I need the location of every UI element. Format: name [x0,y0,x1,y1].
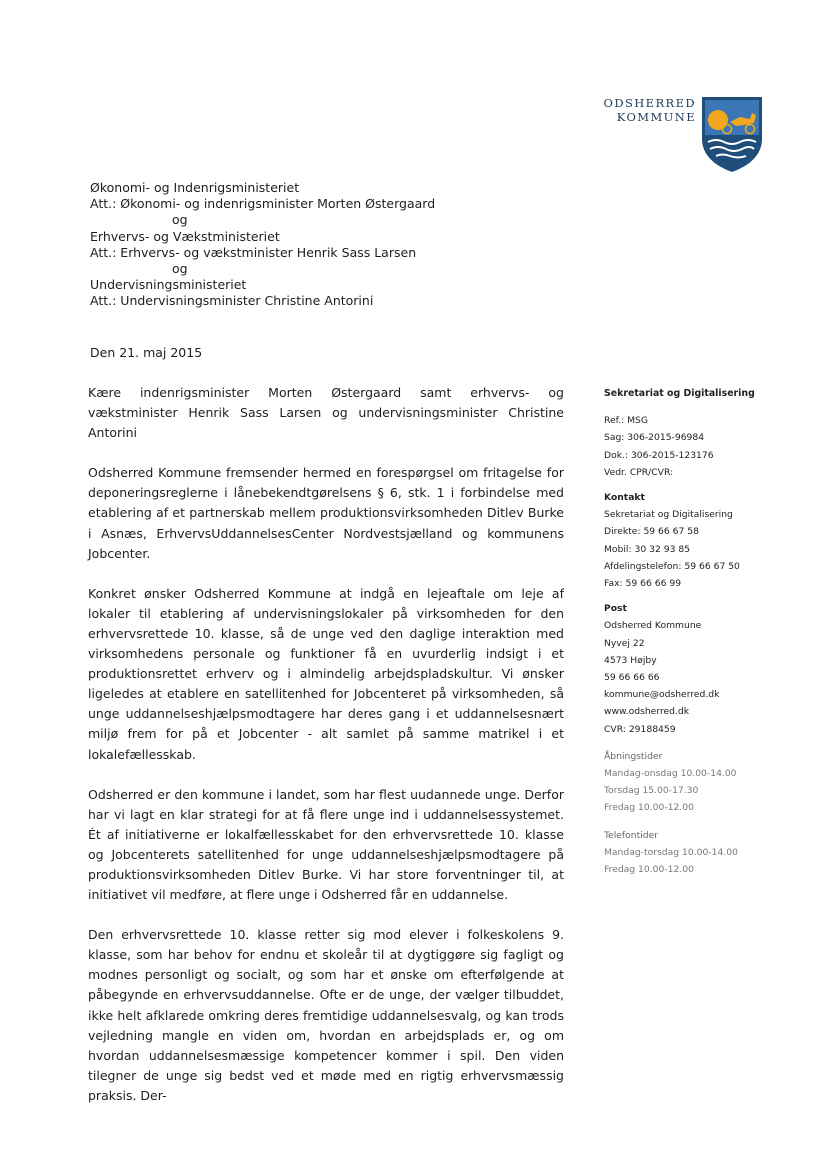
letter-date: Den 21. maj 2015 [90,345,203,360]
post-line: 59 66 66 66 [604,672,660,684]
body-paragraph: Odsherred er den kommune i landet, som har flest uudannede unge. Derfor har vi lagt en klar strategi for at få flere unge ind i uddannelsessystemet. Ét af initiativerne er lokalfællesskabet for den erhvervsrettede 10. klasse og Jobcenterets satellitenhed for unge uddannelseshjælpsmodtagere på produktionsvirksomheden Ditlev Burke. Vi har store forventninger til, at initiativet vil medføre, at flere unge i Odsherred får en uddannelse. [88,786,564,903]
contact-line: Sekretariat og Digitalisering [604,509,733,521]
addressee-line: Erhvervs- og Vækstministeriet [90,228,280,244]
post-line: Odsherred Kommune [604,620,702,632]
letter-body [88,383,564,1126]
opening-hours-line: Fredag 10.00-12.00 [604,802,694,814]
post-heading: Post [604,603,627,615]
body-paragraph: Konkret ønsker Odsherred Kommune at indgå en lejeaftale om leje af lokaler til etablering af undervisningslokaler på virksomheden for den erhvervsrettede 10. klasse, så de unge ved den daglige interaktion med virksomhedens personale og funktioner få en uvurderlig indsigt i et produktionsrettet erhverv og i almindelig arbejdspladskultur. Vi ønsker ligeledes at etablere en satellitenhed for Jobcenteret på virksomheden, så unge uddannelseshjælpsmodtagere har deres gang i et uddannelsesnært miljø frem for på et Jobcenter - alt samlet på samme matrikel i et lokalefællesskab. [88,585,564,762]
post-line: CVR: 29188459 [604,723,676,735]
addressee-conjunction: og [172,212,188,228]
department-name: Sekretariat og Digitalisering [604,388,755,399]
body-paragraph: Den erhvervsrettede 10. klasse retter sig mod elever i folkeskolens 9. klasse, som har behov for endnu et skoleår til at dygtiggøre sig fagligt og modnes personligt og socialt, og som har et ønske om efterfølgende at påbegynde en erhvervsuddannelse. Ofte er de unge, der vælger tilbuddet, ikke helt afklarede omkring deres fremtidige uddannelsesvalg, og kan trods vejledning mangle en viden om, hvordan en arbejdsplads er, og om hvordan uddannelsesmæssige kompetencer kommer i spil. Den viden tilegner de unge sig bedst ved et møde med en rigtig erhvervsmæssig praksis. Der- [88,927,564,1103]
addressee-line: Att.: Erhvervs- og vækstminister Henrik Sass Larsen [90,244,417,260]
org-name-line1: ODSHERRED [603,96,696,110]
website-link[interactable]: www.odsherred.dk [604,706,690,718]
opening-hours-heading: Åbningstider [604,750,663,762]
sender-info-sidebar [604,385,804,878]
salutation: Kære indenrigsminister Morten Østergaard samt erhvervs- og vækstminister Henrik Sass Larsen og undervisningsminister Christine Antorini [88,385,564,441]
reference-line: Vedr. CPR/CVR: [604,466,674,478]
reference-line: Dok.: 306-2015-123176 [604,449,714,461]
post-line: 4573 Højby [604,654,657,666]
addressee-line: Økonomi- og Indenrigsministeriet [90,180,300,195]
crest-icon [700,95,764,173]
contact-line: Fax: 59 66 66 99 [604,578,682,590]
addressee-conjunction: og [172,261,188,277]
phone-hours-line: Fredag 10.00-12.00 [604,864,694,876]
contact-line: Direkte: 59 66 67 58 [604,526,699,538]
body-paragraph: Odsherred Kommune fremsender hermed en forespørgsel om fritagelse for deponeringsreglerne i lånebekendtgørelsens § 6, stk. 1 i forbindelse med etablering af et partnerskab mellem produktionsvirksomheden Ditlev Burke i Asnæs, ErhvervsUddannelsesCenter Nordvestsjælland og kommunens Jobcenter. [88,465,564,561]
contact-line: Mobil: 30 32 93 85 [604,543,691,555]
post-line: Nyvej 22 [604,637,645,649]
org-name [600,96,696,124]
contact-heading: Kontakt [604,492,645,504]
reference-line: Ref.: MSG [604,415,649,427]
addressee-line: Undervisningsministeriet [90,277,247,293]
opening-hours-line: Torsdag 15.00-17.30 [604,785,699,797]
phone-hours-heading: Telefontider [604,829,659,841]
addressee-block [90,180,570,310]
org-name-line2: KOMMUNE [616,110,696,124]
phone-hours-line: Mandag-torsdag 10.00-14.00 [604,846,738,858]
reference-line: Sag: 306-2015-96984 [604,432,705,444]
addressee-line: Att.: Økonomi- og indenrigsminister Morten Østergaard [90,196,436,212]
email-link[interactable]: kommune@odsherred.dk [604,689,720,701]
opening-hours-line: Mandag-onsdag 10.00-14.00 [604,768,737,780]
contact-line: Afdelingstelefon: 59 66 67 50 [604,560,740,572]
addressee-line: Att.: Undervisningsminister Christine Antorini [90,293,374,309]
